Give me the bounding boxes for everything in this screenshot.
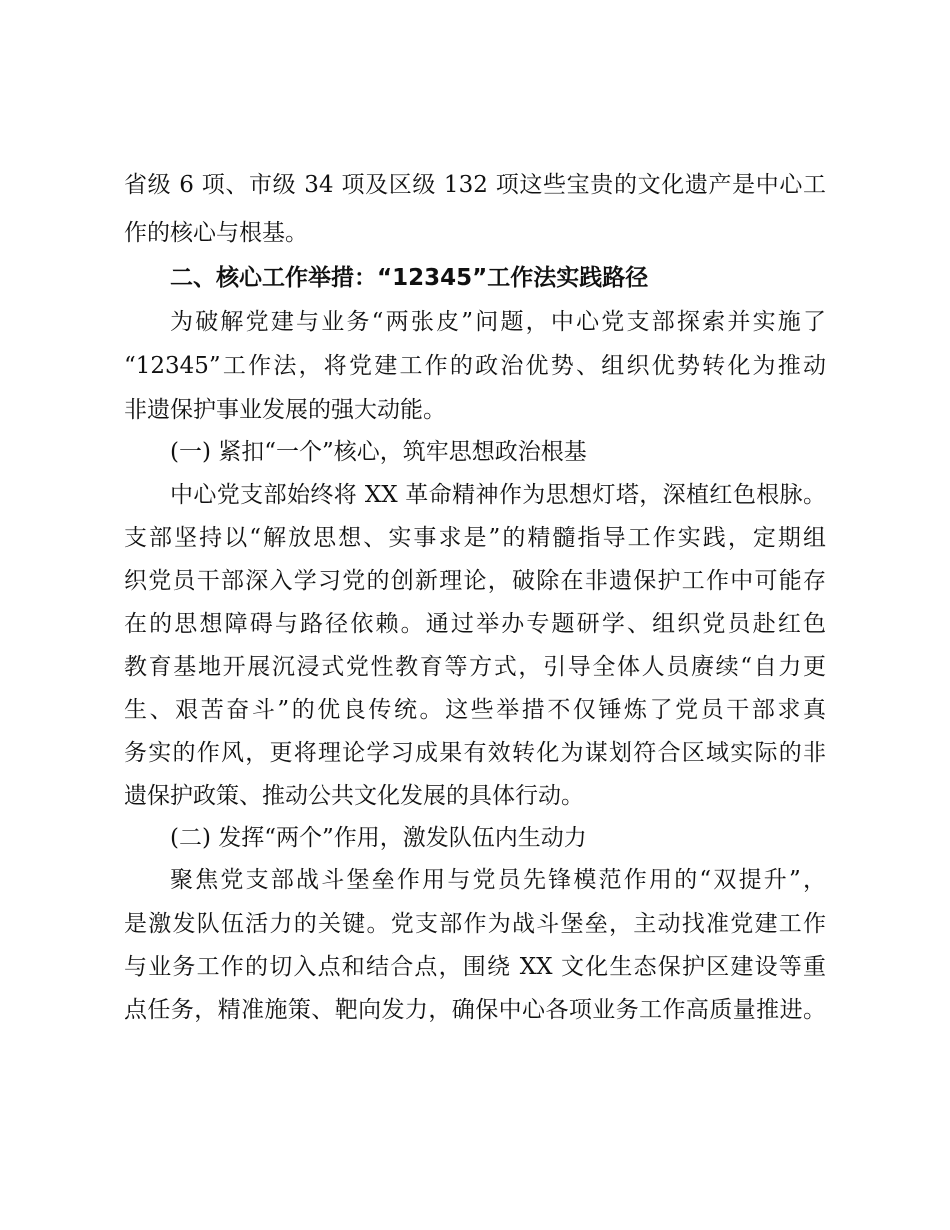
subsection-heading: (一) 紧扣“一个”核心，筑牢思想政治根基	[170, 439, 587, 465]
paragraph-line: 教育基地开展沉浸式党性教育等方式，引导全体人员赓续“自力更	[124, 654, 826, 680]
paragraph-line: 聚焦党支部战斗堡垒作用与党员先锋模范作用的“双提升”，	[170, 867, 826, 893]
paragraph-line: 支部坚持以“解放思想、实事求是”的精髓指导工作实践，定期组	[124, 525, 826, 551]
paragraph-line: 务实的作风，更将理论学习成果有效转化为谋划符合区域实际的非	[124, 740, 826, 766]
paragraph-line: 在的思想障碍与路径依赖。通过举办专题研学、组织党员赴红色	[124, 611, 826, 637]
paragraph-line: “12345”工作法，将党建工作的政治优势、组织优势转化为推动	[124, 353, 826, 379]
subsection-heading: (二) 发挥“两个”作用，激发队伍内生动力	[170, 825, 587, 851]
paragraph-line: 作的核心与根基。	[124, 220, 308, 246]
paragraph-line: 与业务工作的切入点和结合点，围绕 XX 文化生态保护区建设等重	[124, 954, 826, 980]
paragraph-line: 遗保护政策、推动公共文化发展的具体行动。	[124, 783, 584, 809]
section-heading: 二、核心工作举措：“12345”工作法实践路径	[170, 265, 649, 291]
paragraph-line: 非遗保护事业发展的强大动能。	[124, 397, 446, 423]
paragraph-line: 是激发队伍活力的关键。党支部作为战斗堡垒，主动找准党建工作	[124, 911, 826, 937]
paragraph-line: 中心党支部始终将 XX 革命精神作为思想灯塔，深植红色根脉。	[170, 482, 826, 508]
paragraph-line: 生、艰苦奋斗”的优良传统。这些举措不仅锤炼了党员干部求真	[124, 697, 826, 723]
paragraph-line: 点任务，精准施策、靶向发力，确保中心各项业务工作高质量推进。	[124, 997, 826, 1023]
paragraph-line: 省级 6 项、市级 34 项及区级 132 项这些宝贵的文化遗产是中心工	[124, 172, 826, 198]
paragraph-line: 为破解党建与业务“两张皮”问题，中心党支部探索并实施了	[170, 309, 826, 335]
paragraph-line: 织党员干部深入学习党的创新理论，破除在非遗保护工作中可能存	[124, 568, 826, 594]
